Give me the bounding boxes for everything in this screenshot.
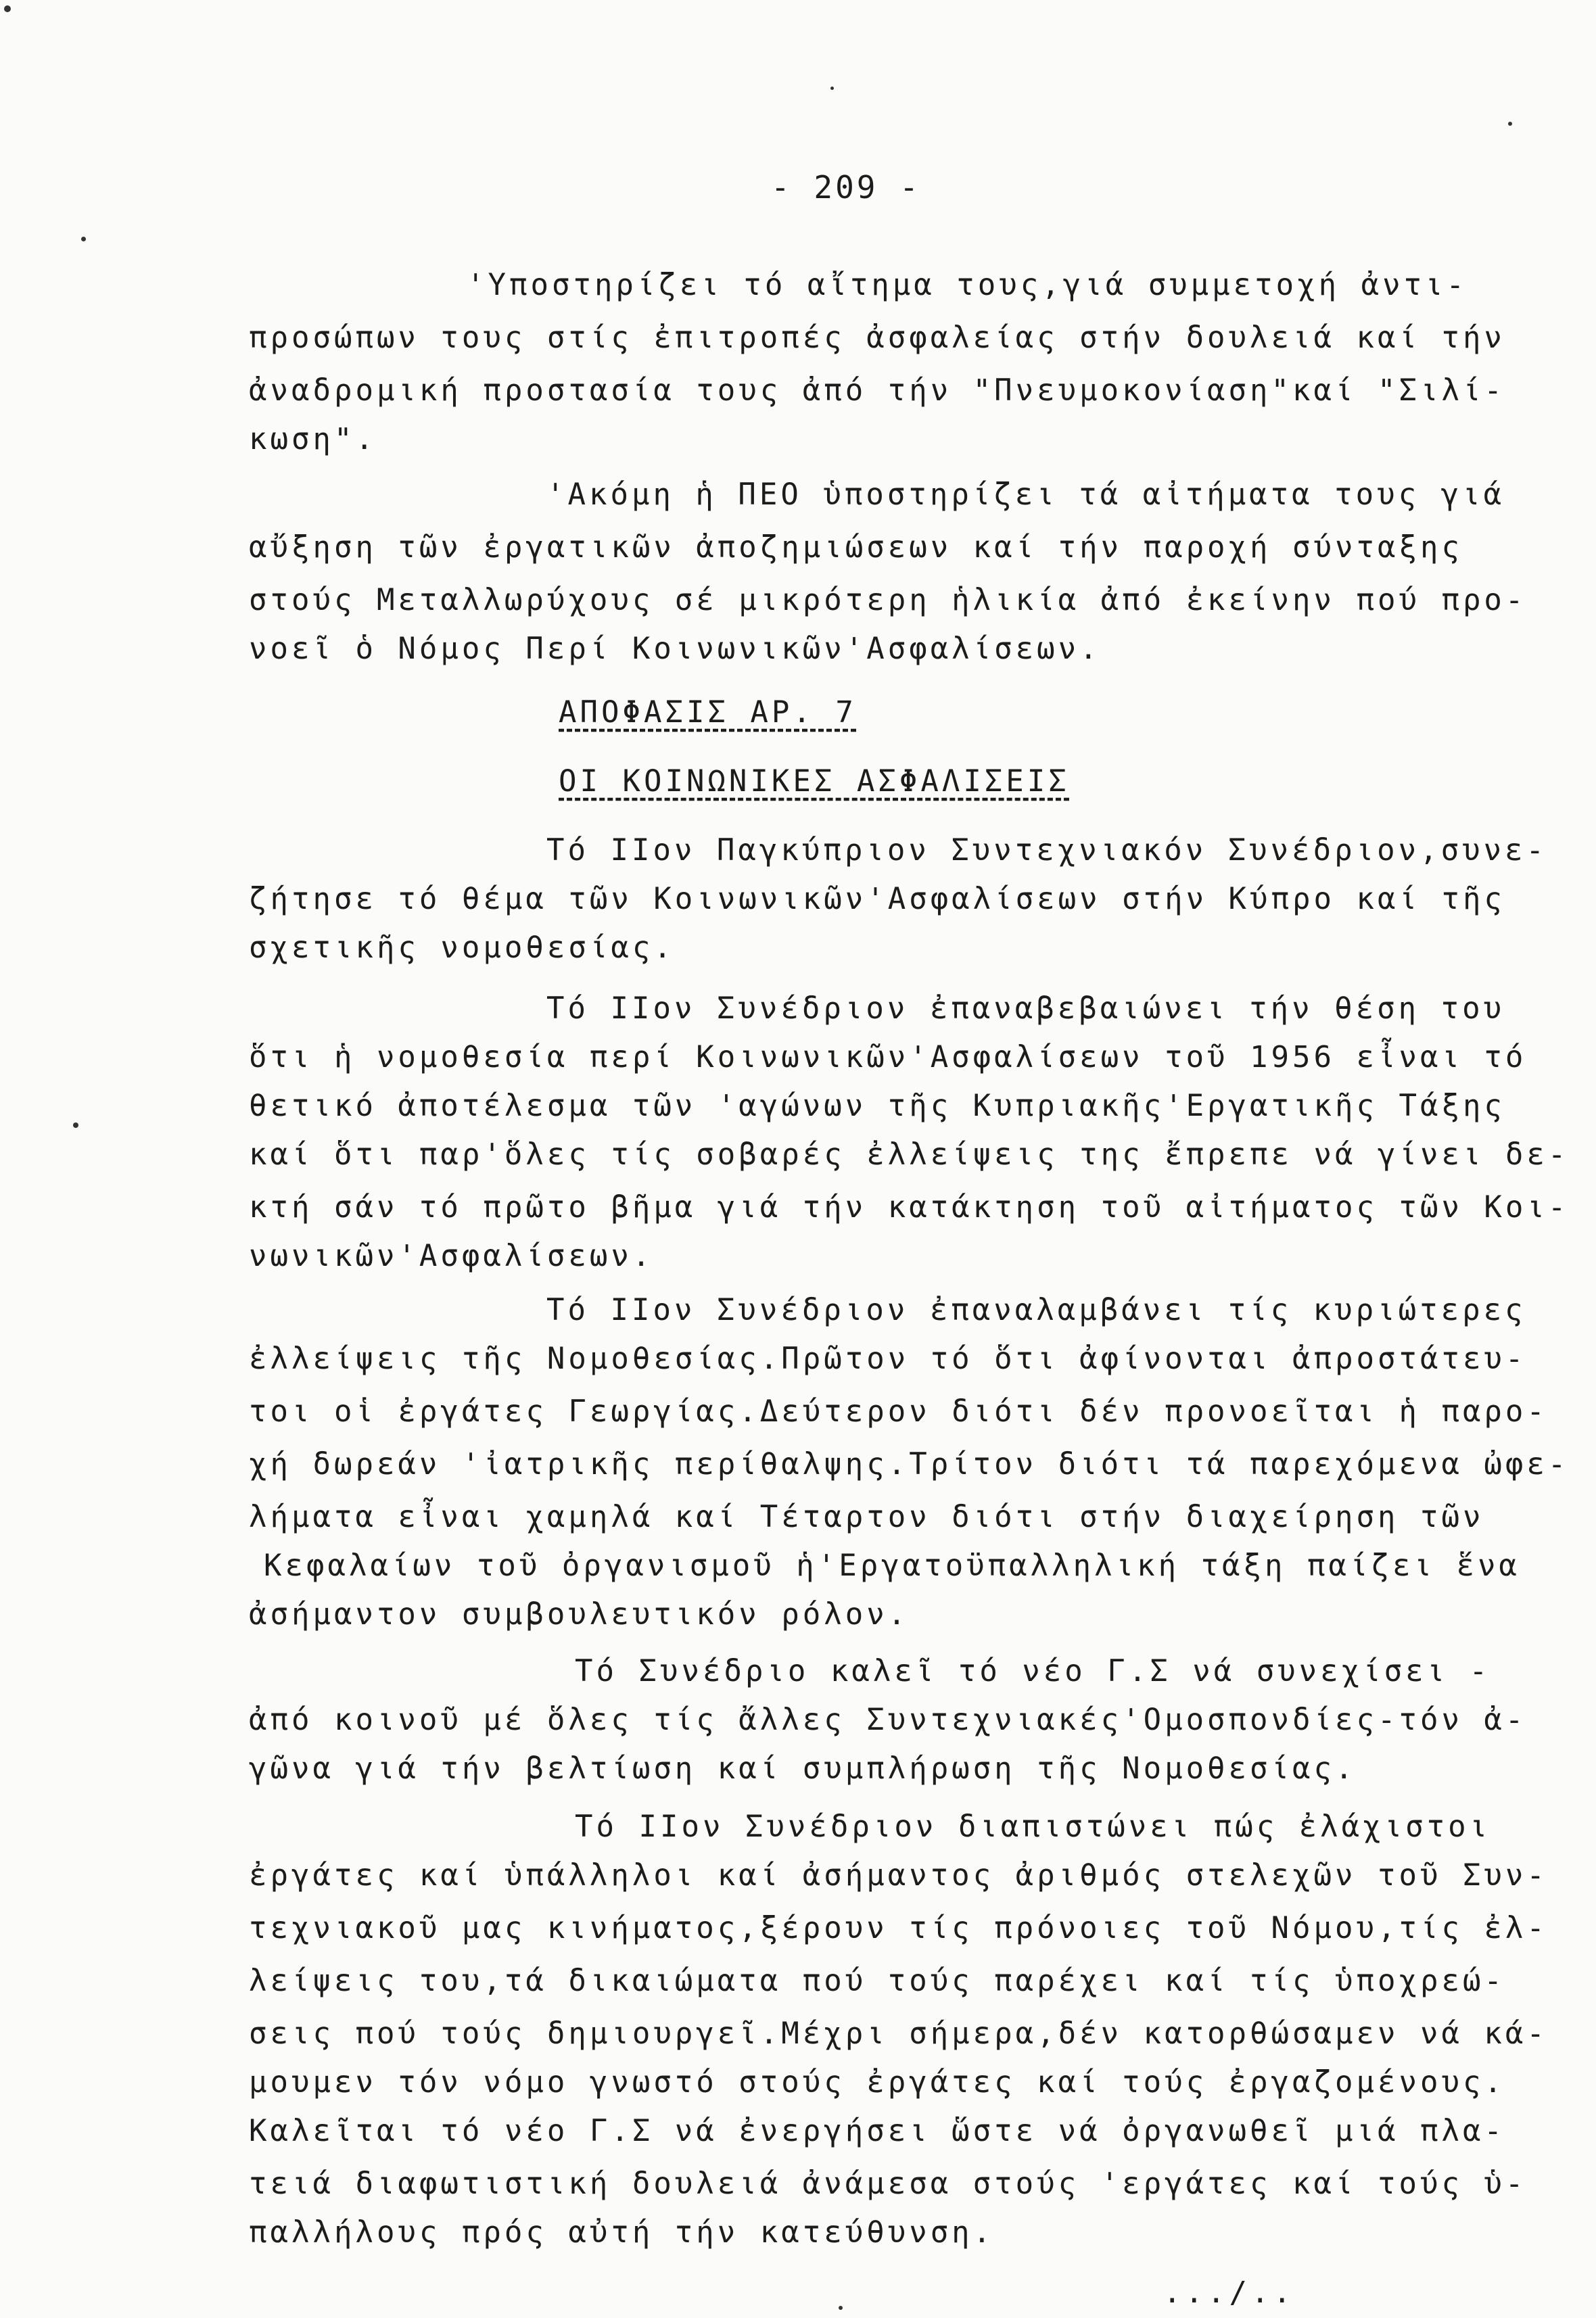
decision-heading: ΑΠΟΦΑΣΙΣ ΑΡ. 7 bbox=[559, 695, 857, 730]
text-line: Κεφαλαίων τοῦ ὀργανισμοῦ ἡ'Εργατοϋπαλληλική τάξη παίζει ἕνα bbox=[264, 1548, 1520, 1583]
text-line: τεχνιακοῦ μας κινήματος,ξέρουν τίς πρόνοιες τοῦ Νόμου,τίς ἐλ- bbox=[249, 1911, 1548, 1945]
text-line: ἐλλείψεις τῆς Νομοθεσίας.Πρῶτον τό ὅτι ἀφίνονται ἀπροστάτευ- bbox=[249, 1342, 1527, 1376]
text-line: Τό ΙΙον Συνέδριον ἐπαναλαμβάνει τίς κυριώτερες bbox=[546, 1293, 1526, 1327]
text-line: τοι οἱ ἐργάτες Γεωργίας.Δεύτερον διότι δέν προνοεῖται ἡ παρο- bbox=[249, 1394, 1548, 1429]
text-line: 'Ακόμη ἡ ΠΕΟ ὑποστηρίζει τά αἰτήματα τους γιά bbox=[546, 477, 1505, 512]
text-line: ζήτησε τό θέμα τῶν Κοινωνικῶν'Ασφαλίσεων στήν Κύπρο καί τῆς bbox=[249, 882, 1505, 916]
text-line: σεις πού τούς δημιουργεῖ.Μέχρι σήμερα,δέν κατορθώσαμεν νά κά- bbox=[249, 2016, 1548, 2051]
text-line: νοεῖ ὁ Νόμος Περί Κοινωνικῶν'Ασφαλίσεων. bbox=[249, 632, 1101, 666]
text-line: κτή σάν τό πρῶτο βῆμα γιά τήν κατάκτηση τοῦ αἰτήματος τῶν Κοι- bbox=[249, 1190, 1570, 1225]
text-line: λήματα εἶναι χαμηλά καί Τέταρτον διότι στήν διαχείρηση τῶν bbox=[249, 1500, 1484, 1534]
text-line: στούς Μεταλλωρύχους σέ μικρότερη ἡλικία ἀπό ἐκείνην πού προ- bbox=[249, 583, 1527, 617]
text-line: γῶνα γιά τήν βελτίωση καί συμπλήρωση τῆς Νομοθεσίας. bbox=[249, 1751, 1357, 1786]
text-line: 'Υποστηρίζει τό αἴτημα τους,γιά συμμετοχή ἀντι- bbox=[467, 268, 1468, 302]
text-line: καί ὅτι παρ'ὅλες τίς σοβαρές ἐλλείψεις της ἔπρεπε νά γίνει δε- bbox=[249, 1137, 1570, 1172]
text-line: λείψεις του,τά δικαιώματα πού τούς παρέχει καί τίς ὑποχρεώ- bbox=[249, 1964, 1505, 1998]
text-line: ἀπό κοινοῦ μέ ὅλες τίς ἄλλες Συντεχνιακές'Ομοσπονδίες-τόν ἀ- bbox=[249, 1703, 1527, 1737]
scan-speck bbox=[81, 237, 86, 241]
text-line: ἐργάτες καί ὑπάλληλοι καί ἀσήμαντος ἀριθμός στελεχῶν τοῦ Συν- bbox=[249, 1858, 1548, 1893]
scan-speck bbox=[4, 5, 11, 12]
text-line: ἀναδρομική προστασία τους ἀπό τήν "Πνευμοκονίαση"καί "Σιλί- bbox=[249, 373, 1505, 408]
text-line: Τό ΙΙον Συνέδριον ἐπαναβεβαιώνει τήν θέση του bbox=[546, 991, 1505, 1026]
text-line: σχετικῆς νομοθεσίας. bbox=[249, 930, 675, 965]
text-line: τειά διαφωτιστική δουλειά ἀνάμεσα στούς 'εργάτες καί τούς ὑ- bbox=[249, 2167, 1527, 2201]
page-number: - 209 - bbox=[771, 169, 921, 206]
text-line: Τό Συνέδριο καλεῖ τό νέο Γ.Σ νά συνεχίσει - bbox=[575, 1654, 1491, 1688]
text-line: μουμεν τόν νόμο γνωστό στούς ἐργάτες καί τούς ἐργαζομένους. bbox=[249, 2065, 1505, 2100]
continuation-mark: .../.. bbox=[1163, 2275, 1295, 2310]
scan-speck bbox=[830, 87, 834, 90]
text-line: ἀσήμαντον συμβουλευτικόν ρόλον. bbox=[249, 1597, 910, 1632]
scan-speck bbox=[73, 1122, 78, 1128]
text-line: ὅτι ἡ νομοθεσία περί Κοινωνικῶν'Ασφαλίσεων τοῦ 1956 εἶναι τό bbox=[249, 1040, 1527, 1074]
text-line: Καλεῖται τό νέο Γ.Σ νά ἐνεργήσει ὥστε νά ὀργανωθεῖ μιά πλα- bbox=[249, 2114, 1505, 2148]
text-line: Τό ΙΙον Συνέδριον διαπιστώνει πώς ἐλάχιστοι bbox=[575, 1810, 1491, 1844]
text-line: θετικό ἀποτέλεσμα τῶν 'αγώνων τῆς Κυπριακῆς'Εργατικῆς Τάξης bbox=[249, 1089, 1505, 1123]
text-line: παλλήλους πρός αὐτή τήν κατεύθυνση. bbox=[249, 2215, 995, 2250]
text-line: κωση". bbox=[249, 422, 377, 456]
scan-speck bbox=[839, 2306, 843, 2310]
scan-speck bbox=[1508, 122, 1512, 126]
text-line: Τό ΙΙον Παγκύπριον Συντεχνιακόν Συνέδριον,συνε- bbox=[546, 833, 1548, 868]
text-line: χή δωρεάν 'ἰατρικῆς περίθαλψης.Τρίτον διότι τά παρεχόμενα ὠφε- bbox=[249, 1447, 1570, 1482]
text-line: προσώπων τους στίς ἐπιτροπές ἀσφαλείας στήν δουλειά καί τήν bbox=[249, 321, 1505, 355]
text-line: νωνικῶν'Ασφαλίσεων. bbox=[249, 1239, 654, 1273]
section-heading: ΟΙ ΚΟΙΝΩΝΙΚΕΣ ΑΣΦΑΛΙΣΕΙΣ bbox=[559, 764, 1070, 799]
text-line: αὔξηση τῶν ἐργατικῶν ἀποζημιώσεων καί τήν παροχή σύνταξης bbox=[249, 530, 1463, 565]
